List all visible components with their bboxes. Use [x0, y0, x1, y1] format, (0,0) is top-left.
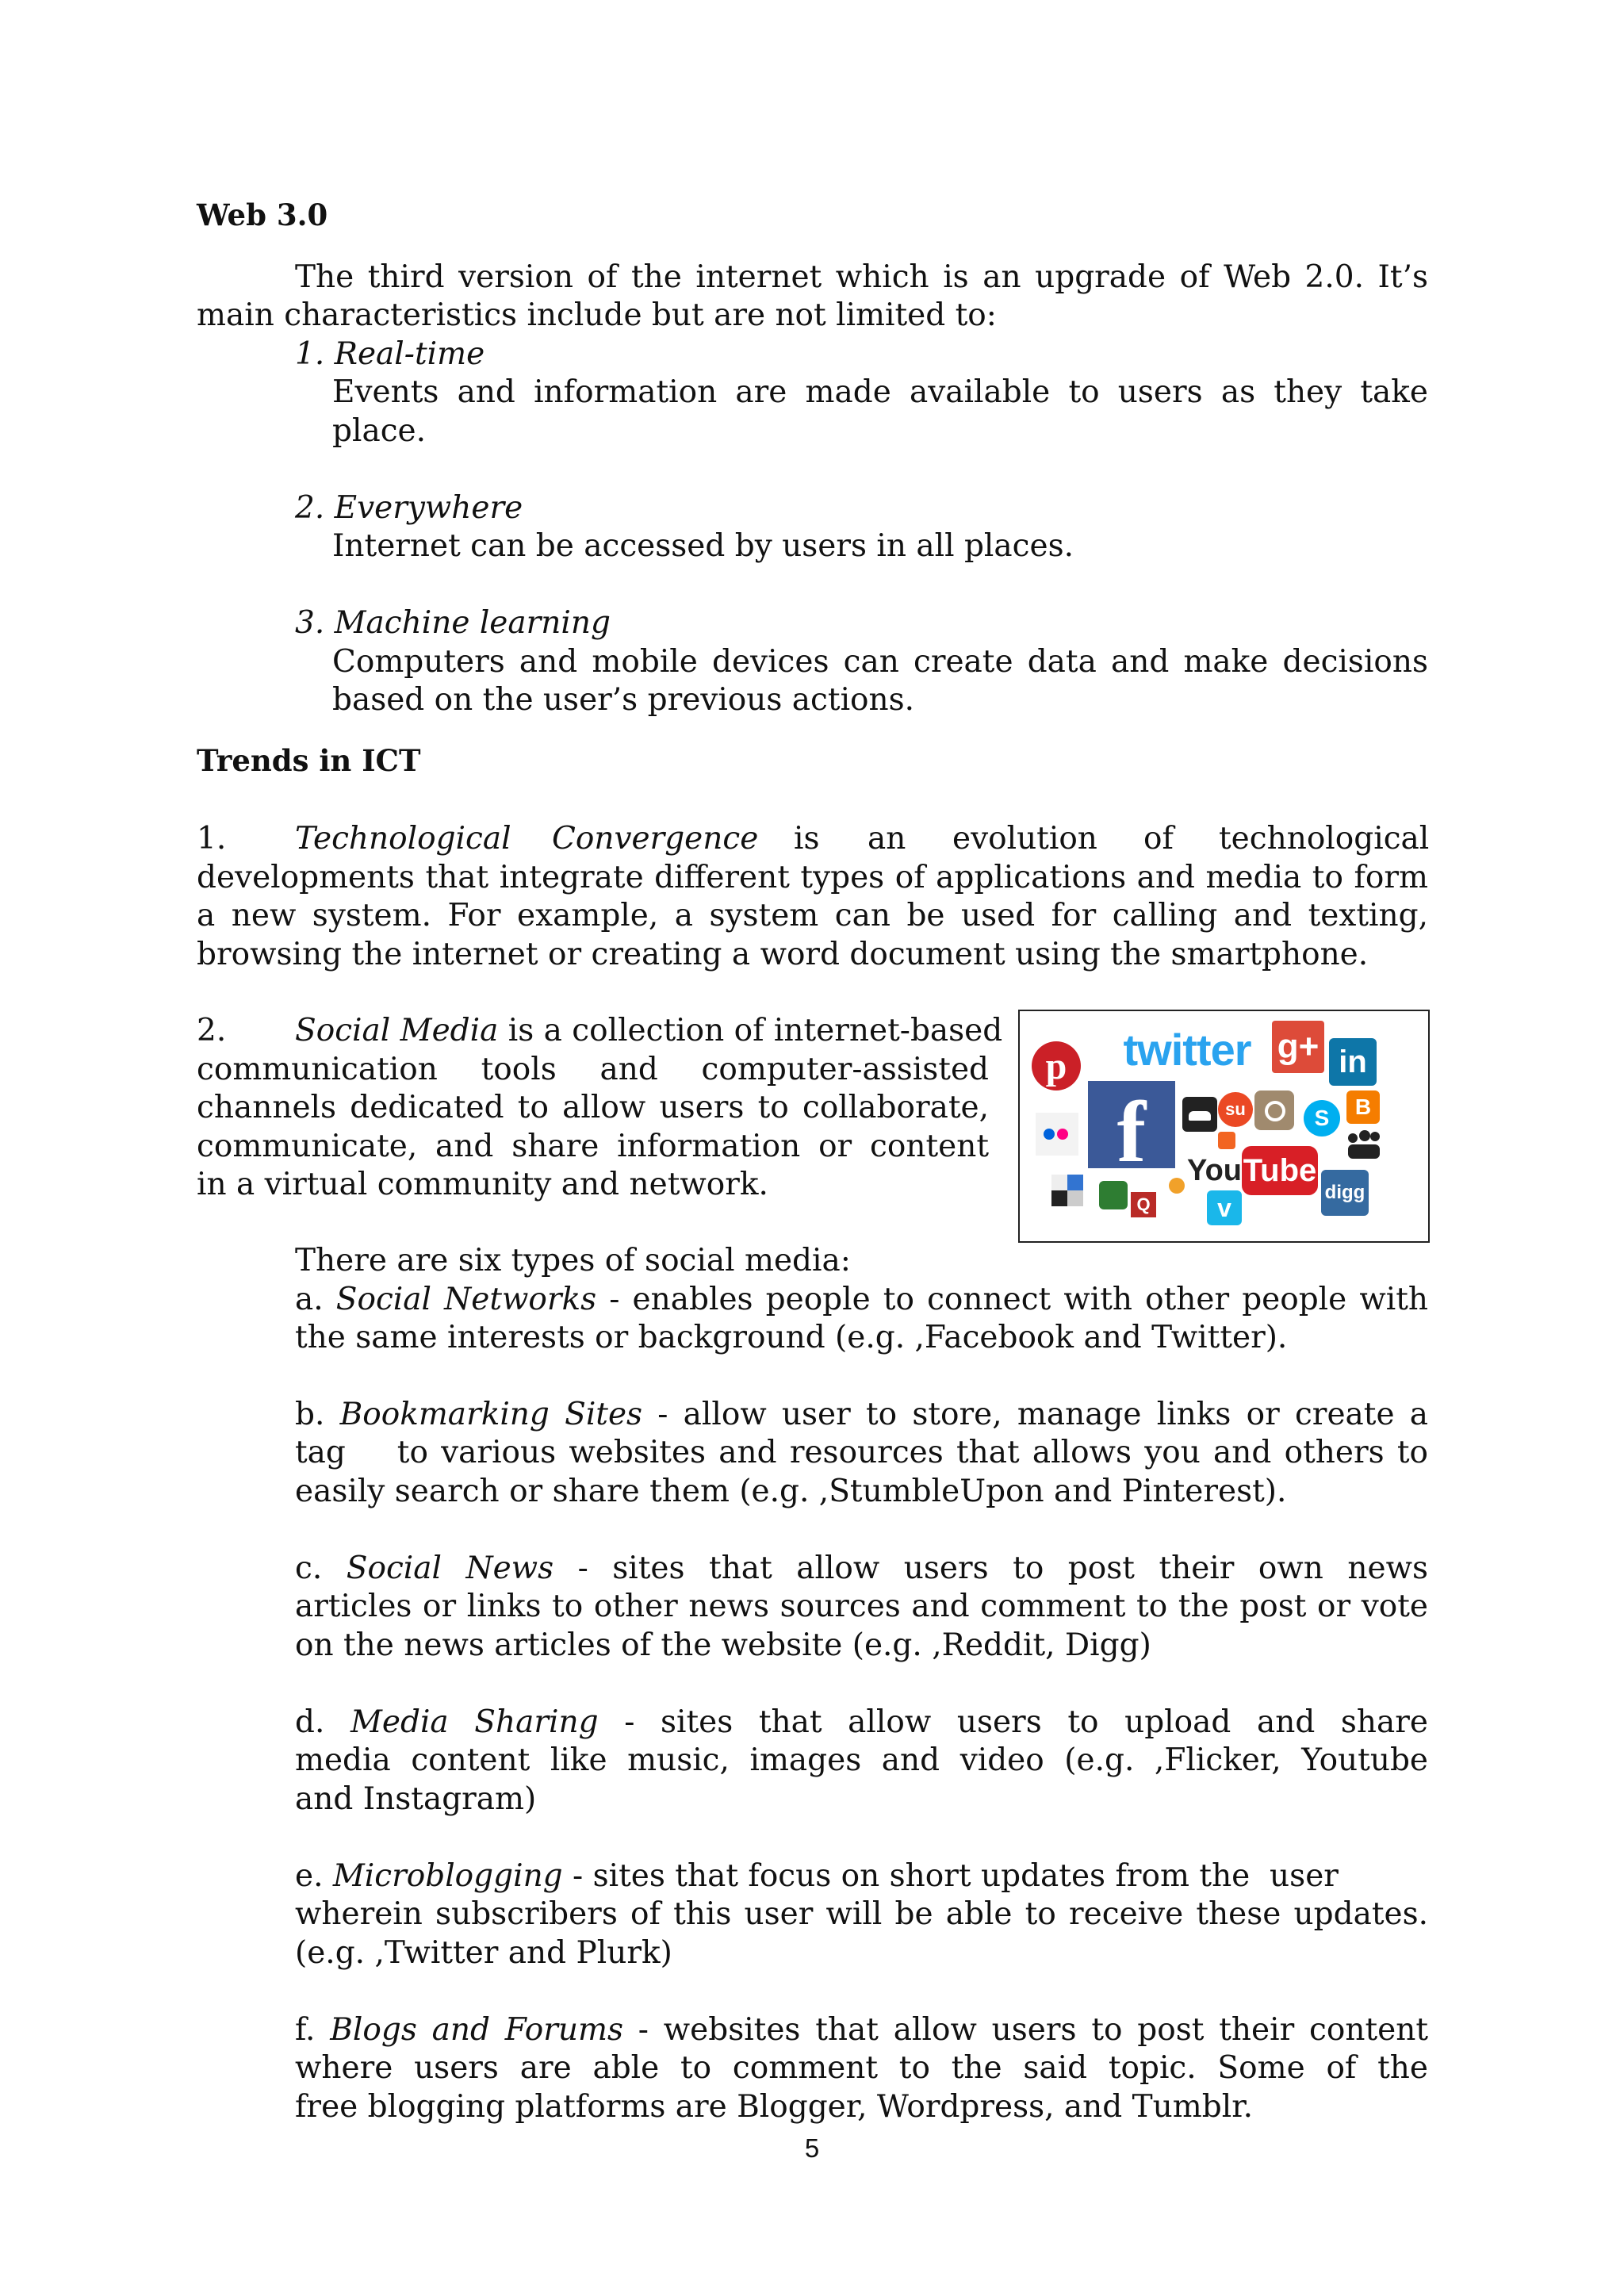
web30-item-text: based on the user’s previous actions. [332, 682, 915, 718]
trend-word: an [868, 821, 906, 857]
web30-item-title-everywhere: 2. Everywhere [295, 490, 523, 526]
type-text: - allow user to store, manage links or create a [642, 1397, 1428, 1432]
type-text: - websites that allow users to post their content [622, 2012, 1428, 2048]
trend-text: browsing the internet or creating a word document using the smartphone. [197, 937, 1369, 972]
trend-social-media-first-line [295, 1012, 1002, 1050]
web30-item-text: place. [332, 413, 427, 449]
trend-text: developments that integrate different types of applications and media to form [197, 860, 1428, 895]
web30-item-text: Computers and mobile devices can create data and make decisions [332, 644, 1428, 680]
soundcloud-icon [1182, 1097, 1217, 1132]
trend-number-2: 2. [197, 1013, 227, 1048]
type-text: - enables people to connect with other people with [596, 1282, 1428, 1317]
skype-icon: S [1304, 1100, 1340, 1137]
type-letter: b. [295, 1397, 340, 1432]
type-first-line [295, 1704, 1428, 1742]
section-heading-web30: Web 3.0 [197, 197, 328, 232]
quora-icon: Q [1131, 1192, 1156, 1217]
type-text: (e.g. ,Twitter and Plurk) [295, 1935, 672, 1971]
trend-term-word: Technological [295, 821, 511, 857]
type-text: and Instagram) [295, 1781, 537, 1817]
pinterest-icon: p [1032, 1041, 1081, 1091]
type-name: Microblogging [332, 1858, 563, 1894]
type-name: Blogs and Forums [330, 2012, 623, 2048]
trend-text: in a virtual community and network. [197, 1167, 768, 1202]
type-letter: f. [295, 2012, 331, 2048]
trend-word: technological [1219, 821, 1430, 857]
vimeo-icon: v [1207, 1190, 1242, 1225]
page-number: 5 [804, 2133, 820, 2163]
trend-text: a new system. For example, a system can be used for calling and texting, [197, 898, 1428, 933]
trend-text: is a collection of internet-based [498, 1013, 1003, 1048]
myspace-icon [1346, 1130, 1381, 1162]
type-first-line [295, 1281, 1428, 1319]
type-text: the same interests or background (e.g. ,Facebook and Twitter). [295, 1320, 1288, 1355]
twitter-logo: twitter [1123, 1024, 1251, 1075]
trend-number-1: 1. [197, 821, 227, 857]
type-name: Bookmarking Sites [339, 1397, 643, 1432]
web30-intro-line1: The third version of the internet which is an upgrade of Web 2.0. It’s [295, 259, 1428, 295]
flickr-icon [1036, 1113, 1078, 1156]
type-text: - sites that focus on short updates from the user [562, 1858, 1339, 1894]
section-heading-trends: Trends in ICT [197, 743, 421, 778]
type-letter: e. [295, 1858, 333, 1894]
type-text: - sites that allow users to upload and share [598, 1704, 1429, 1740]
rss-icon [1218, 1132, 1235, 1149]
trend-word: of [1143, 821, 1174, 857]
type-name: Media Sharing [350, 1704, 599, 1740]
google-plus-icon: g+ [1272, 1021, 1324, 1073]
type-text: where users are able to comment to the said topic. Some of the [295, 2050, 1428, 2086]
type-first-line [295, 1550, 1428, 1588]
type-text: free blogging platforms are Blogger, Wordpress, and Tumblr. [295, 2089, 1253, 2125]
stumbleupon-icon: su [1218, 1092, 1253, 1127]
types-intro: There are six types of social media: [295, 1243, 851, 1278]
type-text: tag to various websites and resources that allows you and others to [295, 1435, 1428, 1470]
web30-intro-line2: main characteristics include but are not limited to: [197, 297, 997, 333]
delicious-icon [1051, 1175, 1083, 1206]
type-text: easily search or share them (e.g. ,StumbleUpon and Pinterest). [295, 1474, 1287, 1509]
type-text: on the news articles of the website (e.g. ,Reddit, Digg) [295, 1627, 1151, 1663]
type-text: articles or links to other news sources and comment to the post or vote [295, 1589, 1428, 1624]
type-text: media content like music, images and video (e.g. ,Flicker, Youtube [295, 1742, 1428, 1778]
trend-term-word: Convergence [552, 821, 759, 857]
type-text: - sites that allow users to post their own news [553, 1550, 1428, 1586]
youtube-logo-you: You [1187, 1153, 1242, 1187]
digg-icon: digg [1321, 1170, 1369, 1216]
type-first-line [295, 1857, 1339, 1895]
trend-word: is [794, 821, 820, 857]
web30-item-text: Events and information are made available to users as they take [332, 374, 1428, 410]
web30-item-title-realtime: 1. Real-time [295, 336, 485, 372]
type-letter: a. [295, 1282, 336, 1317]
social-media-logos-image [1018, 1010, 1430, 1243]
trend-text: communication tools and computer-assisted [197, 1052, 989, 1087]
type-letter: d. [295, 1704, 350, 1740]
blogger-icon: B [1346, 1091, 1380, 1124]
type-name: Social Networks [335, 1282, 597, 1317]
type-first-line [295, 2011, 1428, 2049]
type-text: wherein subscribers of this user will be able to receive these updates. [295, 1896, 1428, 1932]
linkedin-icon: in [1329, 1038, 1377, 1086]
instagram-icon [1254, 1091, 1294, 1130]
facebook-icon: f [1088, 1081, 1175, 1168]
type-name: Social News [346, 1550, 554, 1586]
type-first-line [295, 1396, 1428, 1434]
web30-item-title-machine-learning: 3. Machine learning [295, 605, 611, 641]
trend-term: Social Media [295, 1013, 499, 1048]
trend-text: communicate, and share information or content [197, 1129, 989, 1164]
type-letter: c. [295, 1550, 347, 1586]
web30-item-text: Internet can be accessed by users in all places. [332, 528, 1074, 564]
share-icon [1099, 1181, 1128, 1209]
youtube-logo-tube: Tube [1242, 1146, 1318, 1195]
trend-text: channels dedicated to allow users to collaborate, [197, 1090, 989, 1125]
trend-word: evolution [952, 821, 1097, 857]
misc-icon [1169, 1178, 1185, 1194]
